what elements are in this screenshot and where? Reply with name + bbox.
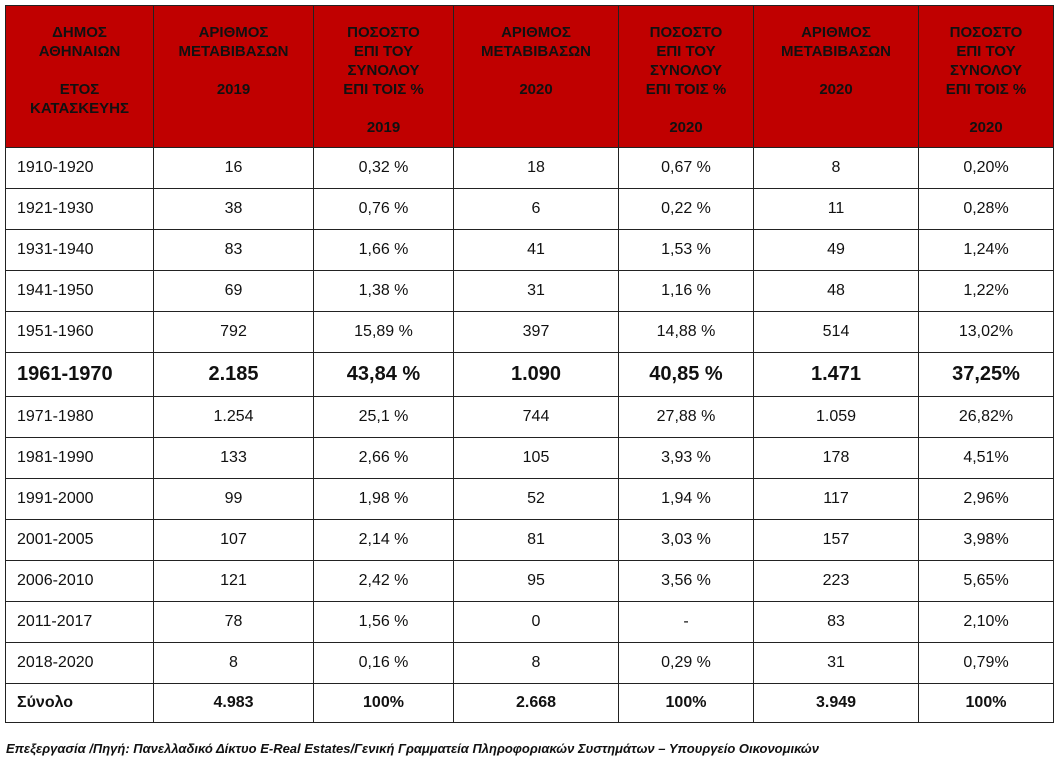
table-cell: 0,29 %: [619, 643, 754, 684]
row-label: 1931-1940: [6, 230, 154, 271]
source-footnote: Επεξεργασία /Πηγή: Πανελλαδικό Δίκτυο E-Real Estates/Γενική Γραμματεία Πληροφοριακών Συστημάτων – Υπουργείο Οικονομικών: [6, 741, 820, 756]
table-cell: 0,28%: [919, 189, 1054, 230]
table-cell: 1,53 %: [619, 230, 754, 271]
table-cell: 1.090: [454, 353, 619, 397]
table-cell: 2,14 %: [314, 520, 454, 561]
table-cell: 0,22 %: [619, 189, 754, 230]
header-percent-2020: ΠΟΣΟΣΤΟ ΕΠΙ ΤΟΥ ΣΥΝΟΛΟΥ ΕΠΙ ΤΟΙΣ % 2020: [619, 6, 754, 148]
table-cell: 78: [154, 602, 314, 643]
table-cell: 43,84 %: [314, 353, 454, 397]
table-cell: 25,1 %: [314, 397, 454, 438]
table-cell: 1.254: [154, 397, 314, 438]
table-cell: 1,56 %: [314, 602, 454, 643]
table-cell: 31: [454, 271, 619, 312]
table-row: [6, 643, 1054, 684]
row-label: 1991-2000: [6, 479, 154, 520]
table-cell: 52: [454, 479, 619, 520]
table-cell: 49: [754, 230, 919, 271]
table-cell: 2.668: [454, 684, 619, 723]
row-label: 1961-1970: [6, 353, 154, 397]
table-cell: 0,32 %: [314, 148, 454, 189]
table-row: [6, 312, 1054, 353]
table-cell: 0,67 %: [619, 148, 754, 189]
table-row: [6, 520, 1054, 561]
table-cell: 81: [454, 520, 619, 561]
table-cell: 2.185: [154, 353, 314, 397]
table-row: [6, 602, 1054, 643]
table-cell: 1,98 %: [314, 479, 454, 520]
table-cell: 8: [754, 148, 919, 189]
table-cell: 3.949: [754, 684, 919, 723]
table-row: [6, 438, 1054, 479]
table-cell: 3,93 %: [619, 438, 754, 479]
table-cell: 100%: [314, 684, 454, 723]
table-cell: 121: [154, 561, 314, 602]
table-cell: 100%: [619, 684, 754, 723]
table-cell: 15,89 %: [314, 312, 454, 353]
table-cell: 0: [454, 602, 619, 643]
table-cell: 1.471: [754, 353, 919, 397]
header-count-2019: ΑΡΙΘΜΟΣ ΜΕΤΑΒΙΒΑΣΩΝ 2019: [154, 6, 314, 148]
row-label: 1951-1960: [6, 312, 154, 353]
table-cell: 14,88 %: [619, 312, 754, 353]
header-count-2020: ΑΡΙΘΜΟΣ ΜΕΤΑΒΙΒΑΣΩΝ 2020: [454, 6, 619, 148]
row-label: 2011-2017: [6, 602, 154, 643]
row-label: 1981-1990: [6, 438, 154, 479]
table-cell: 0,76 %: [314, 189, 454, 230]
table-cell: 16: [154, 148, 314, 189]
table-cell: 2,10%: [919, 602, 1054, 643]
table-cell: 1,94 %: [619, 479, 754, 520]
table-cell: 31: [754, 643, 919, 684]
row-label: 1910-1920: [6, 148, 154, 189]
table-cell: 0,20%: [919, 148, 1054, 189]
table-cell: 13,02%: [919, 312, 1054, 353]
table-cell: 6: [454, 189, 619, 230]
table-cell: 48: [754, 271, 919, 312]
table-cell: 100%: [919, 684, 1054, 723]
table-cell: 133: [154, 438, 314, 479]
table-row: [6, 148, 1054, 189]
table-row: [6, 189, 1054, 230]
table-cell: 8: [454, 643, 619, 684]
transfers-table: [5, 5, 1054, 723]
header-count-2020-b: ΑΡΙΘΜΟΣ ΜΕΤΑΒΙΒΑΣΩΝ 2020: [754, 6, 919, 148]
row-label: 2006-2010: [6, 561, 154, 602]
table-cell: 83: [754, 602, 919, 643]
table-cell: 18: [454, 148, 619, 189]
table-cell: 8: [154, 643, 314, 684]
row-label: 1921-1930: [6, 189, 154, 230]
table-row: [6, 397, 1054, 438]
row-label: Σύνολο: [6, 684, 154, 723]
table-cell: 5,65%: [919, 561, 1054, 602]
table-cell: 1.059: [754, 397, 919, 438]
row-label: 2018-2020: [6, 643, 154, 684]
table-cell: 792: [154, 312, 314, 353]
table-cell: 41: [454, 230, 619, 271]
table-row: [6, 479, 1054, 520]
table-cell: 40,85 %: [619, 353, 754, 397]
header-percent-2019: ΠΟΣΟΣΤΟ ΕΠΙ ΤΟΥ ΣΥΝΟΛΟΥ ΕΠΙ ΤΟΙΣ % 2019: [314, 6, 454, 148]
table-row: [6, 353, 1054, 397]
table-cell: 3,56 %: [619, 561, 754, 602]
table-cell: 744: [454, 397, 619, 438]
table-cell: 2,42 %: [314, 561, 454, 602]
table-cell: 27,88 %: [619, 397, 754, 438]
table-cell: 2,96%: [919, 479, 1054, 520]
table-cell: 0,16 %: [314, 643, 454, 684]
table-cell: 95: [454, 561, 619, 602]
table-cell: 514: [754, 312, 919, 353]
row-label: 2001-2005: [6, 520, 154, 561]
table-cell: 38: [154, 189, 314, 230]
total-row: [6, 684, 1054, 723]
table-cell: 3,03 %: [619, 520, 754, 561]
table-cell: 1,66 %: [314, 230, 454, 271]
table-cell: 178: [754, 438, 919, 479]
table-cell: 4.983: [154, 684, 314, 723]
table-cell: 0,79%: [919, 643, 1054, 684]
table-cell: 26,82%: [919, 397, 1054, 438]
table-cell: 1,24%: [919, 230, 1054, 271]
table-cell: 1,38 %: [314, 271, 454, 312]
table-cell: 107: [154, 520, 314, 561]
table-cell: 99: [154, 479, 314, 520]
table-row: [6, 230, 1054, 271]
table-cell: 223: [754, 561, 919, 602]
table-cell: 105: [454, 438, 619, 479]
table-cell: 117: [754, 479, 919, 520]
table-cell: 37,25%: [919, 353, 1054, 397]
table-cell: -: [619, 602, 754, 643]
table-cell: 3,98%: [919, 520, 1054, 561]
table-row: [6, 561, 1054, 602]
header-row: [6, 6, 1054, 148]
table-cell: 11: [754, 189, 919, 230]
table-cell: 4,51%: [919, 438, 1054, 479]
table-cell: 1,22%: [919, 271, 1054, 312]
table-cell: 69: [154, 271, 314, 312]
table-row: [6, 271, 1054, 312]
row-label: 1941-1950: [6, 271, 154, 312]
header-year-built: ΔΗΜΟΣ ΑΘΗΝΑΙΩΝ ΕΤΟΣ ΚΑΤΑΣΚΕΥΗΣ: [6, 6, 154, 148]
table-cell: 2,66 %: [314, 438, 454, 479]
header-percent-2020-b: ΠΟΣΟΣΤΟ ΕΠΙ ΤΟΥ ΣΥΝΟΛΟΥ ΕΠΙ ΤΟΙΣ % 2020: [919, 6, 1054, 148]
table-cell: 1,16 %: [619, 271, 754, 312]
table-cell: 157: [754, 520, 919, 561]
table-cell: 83: [154, 230, 314, 271]
row-label: 1971-1980: [6, 397, 154, 438]
table-cell: 397: [454, 312, 619, 353]
